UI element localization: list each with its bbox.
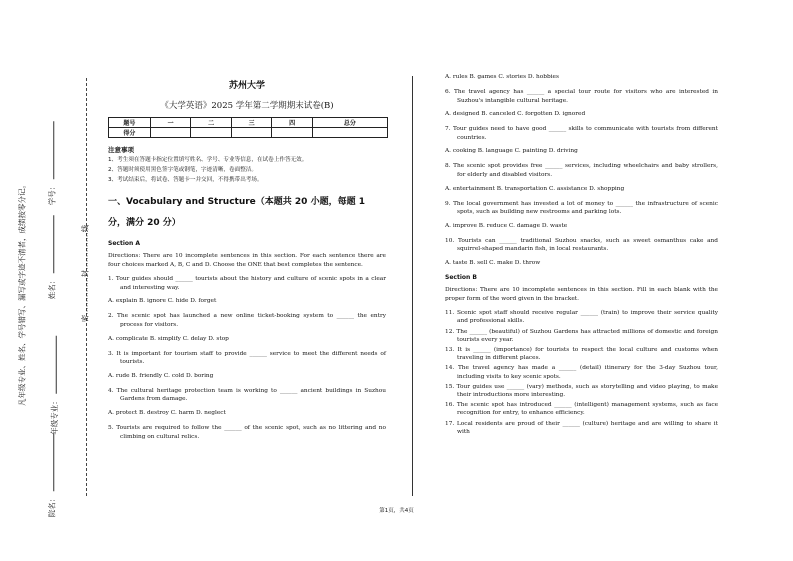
score-table-header-row [109, 118, 388, 128]
id-field [46, 122, 57, 206]
fill-blank-item [445, 346, 718, 362]
id-blank[interactable] [47, 122, 54, 180]
section-b-heading: Section B [445, 273, 477, 281]
binding-warning: 凡年级专业、姓名、学号错写、漏写或字迹不清者，成绩按零分记。 [17, 181, 27, 406]
fill-blank-item [445, 309, 718, 325]
name-label: 姓名： [47, 276, 57, 300]
question-item [445, 88, 718, 118]
score-input-cell[interactable] [272, 128, 313, 138]
question-text [108, 424, 386, 441]
question-body: Local residents are proud of their ______ (culture) heritage and are willing to share it with [456, 420, 718, 435]
section-b-directions: Directions: There are 10 incomplete sentences in this section. Fill in each blank with the proper form of the word given in the bracket. [445, 286, 718, 302]
page-footer: 第1页，共4页 [379, 508, 414, 514]
fill-blank-item [445, 401, 718, 417]
fill-blank-item [445, 364, 718, 380]
question-number: 3. [108, 350, 114, 357]
score-table [108, 117, 388, 138]
question-text [108, 275, 386, 292]
question-text [445, 125, 718, 142]
question-options: A. rules B. games C. stories D. hobbies [445, 74, 559, 80]
question-number: 4. [108, 387, 114, 394]
major-blank[interactable] [50, 336, 57, 394]
score-cell: 总分 [312, 118, 387, 128]
question-options: A. rude B. friendly C. cold D. boring [108, 372, 214, 379]
question-text [108, 350, 386, 367]
question-body: Tour guides should ______ tourists about the history and culture of scenic spots in a clear and interesting way. [115, 276, 386, 291]
question-item [108, 312, 386, 342]
score-input-cell[interactable] [150, 128, 191, 138]
university-name: 苏州大学 [228, 81, 265, 91]
section-a-directions: Directions: There are 10 incomplete sentences in this section. For each sentence there are four choices marked A, B, C and D. Choose the ONE that best completes the sentence. [108, 253, 386, 268]
question-options: A. designed B. canceled C. forgotten D. ignored [445, 111, 586, 118]
college-label: 院名： [47, 494, 57, 518]
exam-title: 《大学英语》2025 学年第二学期期末试卷(B) [160, 101, 334, 111]
score-input-cell[interactable] [191, 128, 232, 138]
question-body: It is ______ (importance) for tourists to respect the local culture and customs when traveling in different places. [457, 346, 718, 362]
question-number: 2. [108, 313, 114, 320]
score-cell: 一 [150, 118, 191, 128]
question-body: The scenic spot has introduced ______ (intelligent) management systems, such as face recognition for entry, to enhance efficiency. [456, 402, 719, 417]
score-cell: 得分 [109, 128, 151, 138]
question-options: A. explain B. ignore C. hide D. forget [108, 298, 217, 305]
score-cell: 题号 [109, 118, 151, 128]
question-text [108, 387, 386, 404]
major-label: 年级专业： [49, 397, 59, 435]
question-body: Tour guides use ______ (vary) methods, such as storytelling and video playing, to make their introductions more interesting. [456, 383, 718, 398]
notice-item: 2、答题时须使用黑色签字笔或钢笔，字迹清晰，卷面整洁。 [108, 167, 257, 173]
question-number: 14. [445, 365, 455, 372]
section-a-heading: Section A [108, 240, 140, 247]
question-body: Tourists are required to follow the ______ of the scenic spot, such as no littering and no climbing on cultural relics. [116, 424, 386, 440]
question-body: The cultural heritage protection team is working to ______ ancient buildings in Suzhou Gardens from damage. [116, 387, 387, 403]
notice-item: 3、考试结束后，将试卷、答题卡一并交回，不得携带出考场。 [108, 177, 263, 183]
question-number: 9. [445, 200, 451, 207]
binding-margin [0, 0, 100, 561]
question-number: 13. [445, 346, 455, 353]
question-item [445, 237, 718, 267]
question-text [445, 200, 718, 217]
question-number: 11. [445, 310, 455, 317]
fill-blank-item [445, 383, 718, 399]
question-number: 15. [445, 383, 455, 390]
column-divider [412, 76, 413, 496]
question-number: 10. [445, 237, 455, 244]
question-item [108, 350, 386, 380]
score-input-cell[interactable] [231, 128, 272, 138]
notice-list [108, 156, 386, 185]
question-number: 12. [445, 328, 455, 335]
college-blank[interactable] [47, 434, 54, 492]
question-body: The local government has invested a lot of money to ______ the infrastructure of scenic spots, such as building new restrooms and parking lots. [453, 200, 718, 216]
question-text [445, 237, 718, 254]
fill-blank-item [445, 328, 718, 344]
score-table-score-row [109, 128, 388, 138]
question-text [108, 312, 386, 329]
question-body: The scenic spot provides free ______ services, including wheelchairs and baby strollers, for elderly and disabled visitors. [453, 163, 719, 178]
question-options: A. improve B. reduce C. damage D. waste [445, 222, 568, 229]
question-number: 8. [445, 163, 451, 170]
notice-heading: 注意事项 [108, 146, 134, 154]
question-text [445, 88, 718, 105]
question-body: Tour guides need to have good ______ skills to communicate with tourists from different countries. [452, 126, 718, 141]
left-column [108, 78, 386, 446]
name-field [46, 216, 57, 300]
question-body: The ______ (beautiful) of Suzhou Gardens has attracted millions of domestic and foreign tourists every year. [456, 328, 718, 343]
question-item [108, 424, 386, 441]
question-body: The travel agency has made a ______ (detail) itinerary for the 3-day Suzhou tour, including visits to key scenic spots. [457, 365, 718, 380]
question-number: 16. [445, 402, 455, 409]
fill-blank-item [445, 420, 718, 436]
question-options: A. entertainment B. transportation C. assistance D. shopping [445, 185, 625, 192]
question-text [445, 162, 718, 179]
notice-item: 1、考生须在答题卡指定位置填写姓名、学号、专业等信息，在试卷上作答无效。 [108, 157, 308, 163]
score-cell: 四 [272, 118, 313, 128]
name-blank[interactable] [47, 216, 54, 274]
college-field [46, 434, 57, 518]
question-options: A. complicate B. simplify C. delay D. stop [108, 335, 229, 342]
question-body: Tourists can ______ traditional Suzhou snacks, such as sweet osmanthus cake and squirrel-shaped mandarin fish, in local restaurants. [457, 237, 718, 253]
question-number: 7. [445, 126, 451, 133]
right-column [445, 73, 718, 438]
score-cell: 二 [191, 118, 232, 128]
question-item [445, 125, 718, 155]
question-options: A. taste B. sell C. make D. throw [445, 259, 541, 266]
question-body: It is important for tourism staff to provide ______ service to meet the different needs of tourists. [116, 350, 386, 366]
question-number: 1. [108, 276, 114, 283]
question-item [108, 275, 386, 305]
question-body: Scenic spot staff should receive regular ______ (train) to improve their service quality and professional skills. [456, 310, 718, 325]
id-label: 学号： [47, 182, 57, 206]
question-options: A. protect B. destroy C. harm D. neglect [108, 409, 226, 416]
seal-line-text: 密……………封……………线 [80, 224, 90, 323]
major-field [49, 336, 60, 435]
question-body: The travel agency has ______ a special tour route for visitors who are interested in Suzhou's intangible cultural heritage. [453, 89, 718, 104]
section-title: 一、Vocabulary and Structure（本题共 20 小题，每题 1 分，满分 20 分） [108, 197, 365, 228]
question-item [445, 162, 718, 192]
question-body: The scenic spot has launched a new online ticket-booking system to ______ the entry process for visitors. [117, 313, 387, 328]
question-number: 6. [445, 89, 451, 95]
question-options: A. cooking B. language C. painting D. driving [445, 148, 578, 155]
score-input-cell[interactable] [312, 128, 387, 138]
question-item [108, 387, 386, 417]
score-cell: 三 [231, 118, 272, 128]
question-item [445, 200, 718, 230]
question-number: 17. [445, 420, 455, 427]
question-number: 5. [108, 424, 114, 431]
